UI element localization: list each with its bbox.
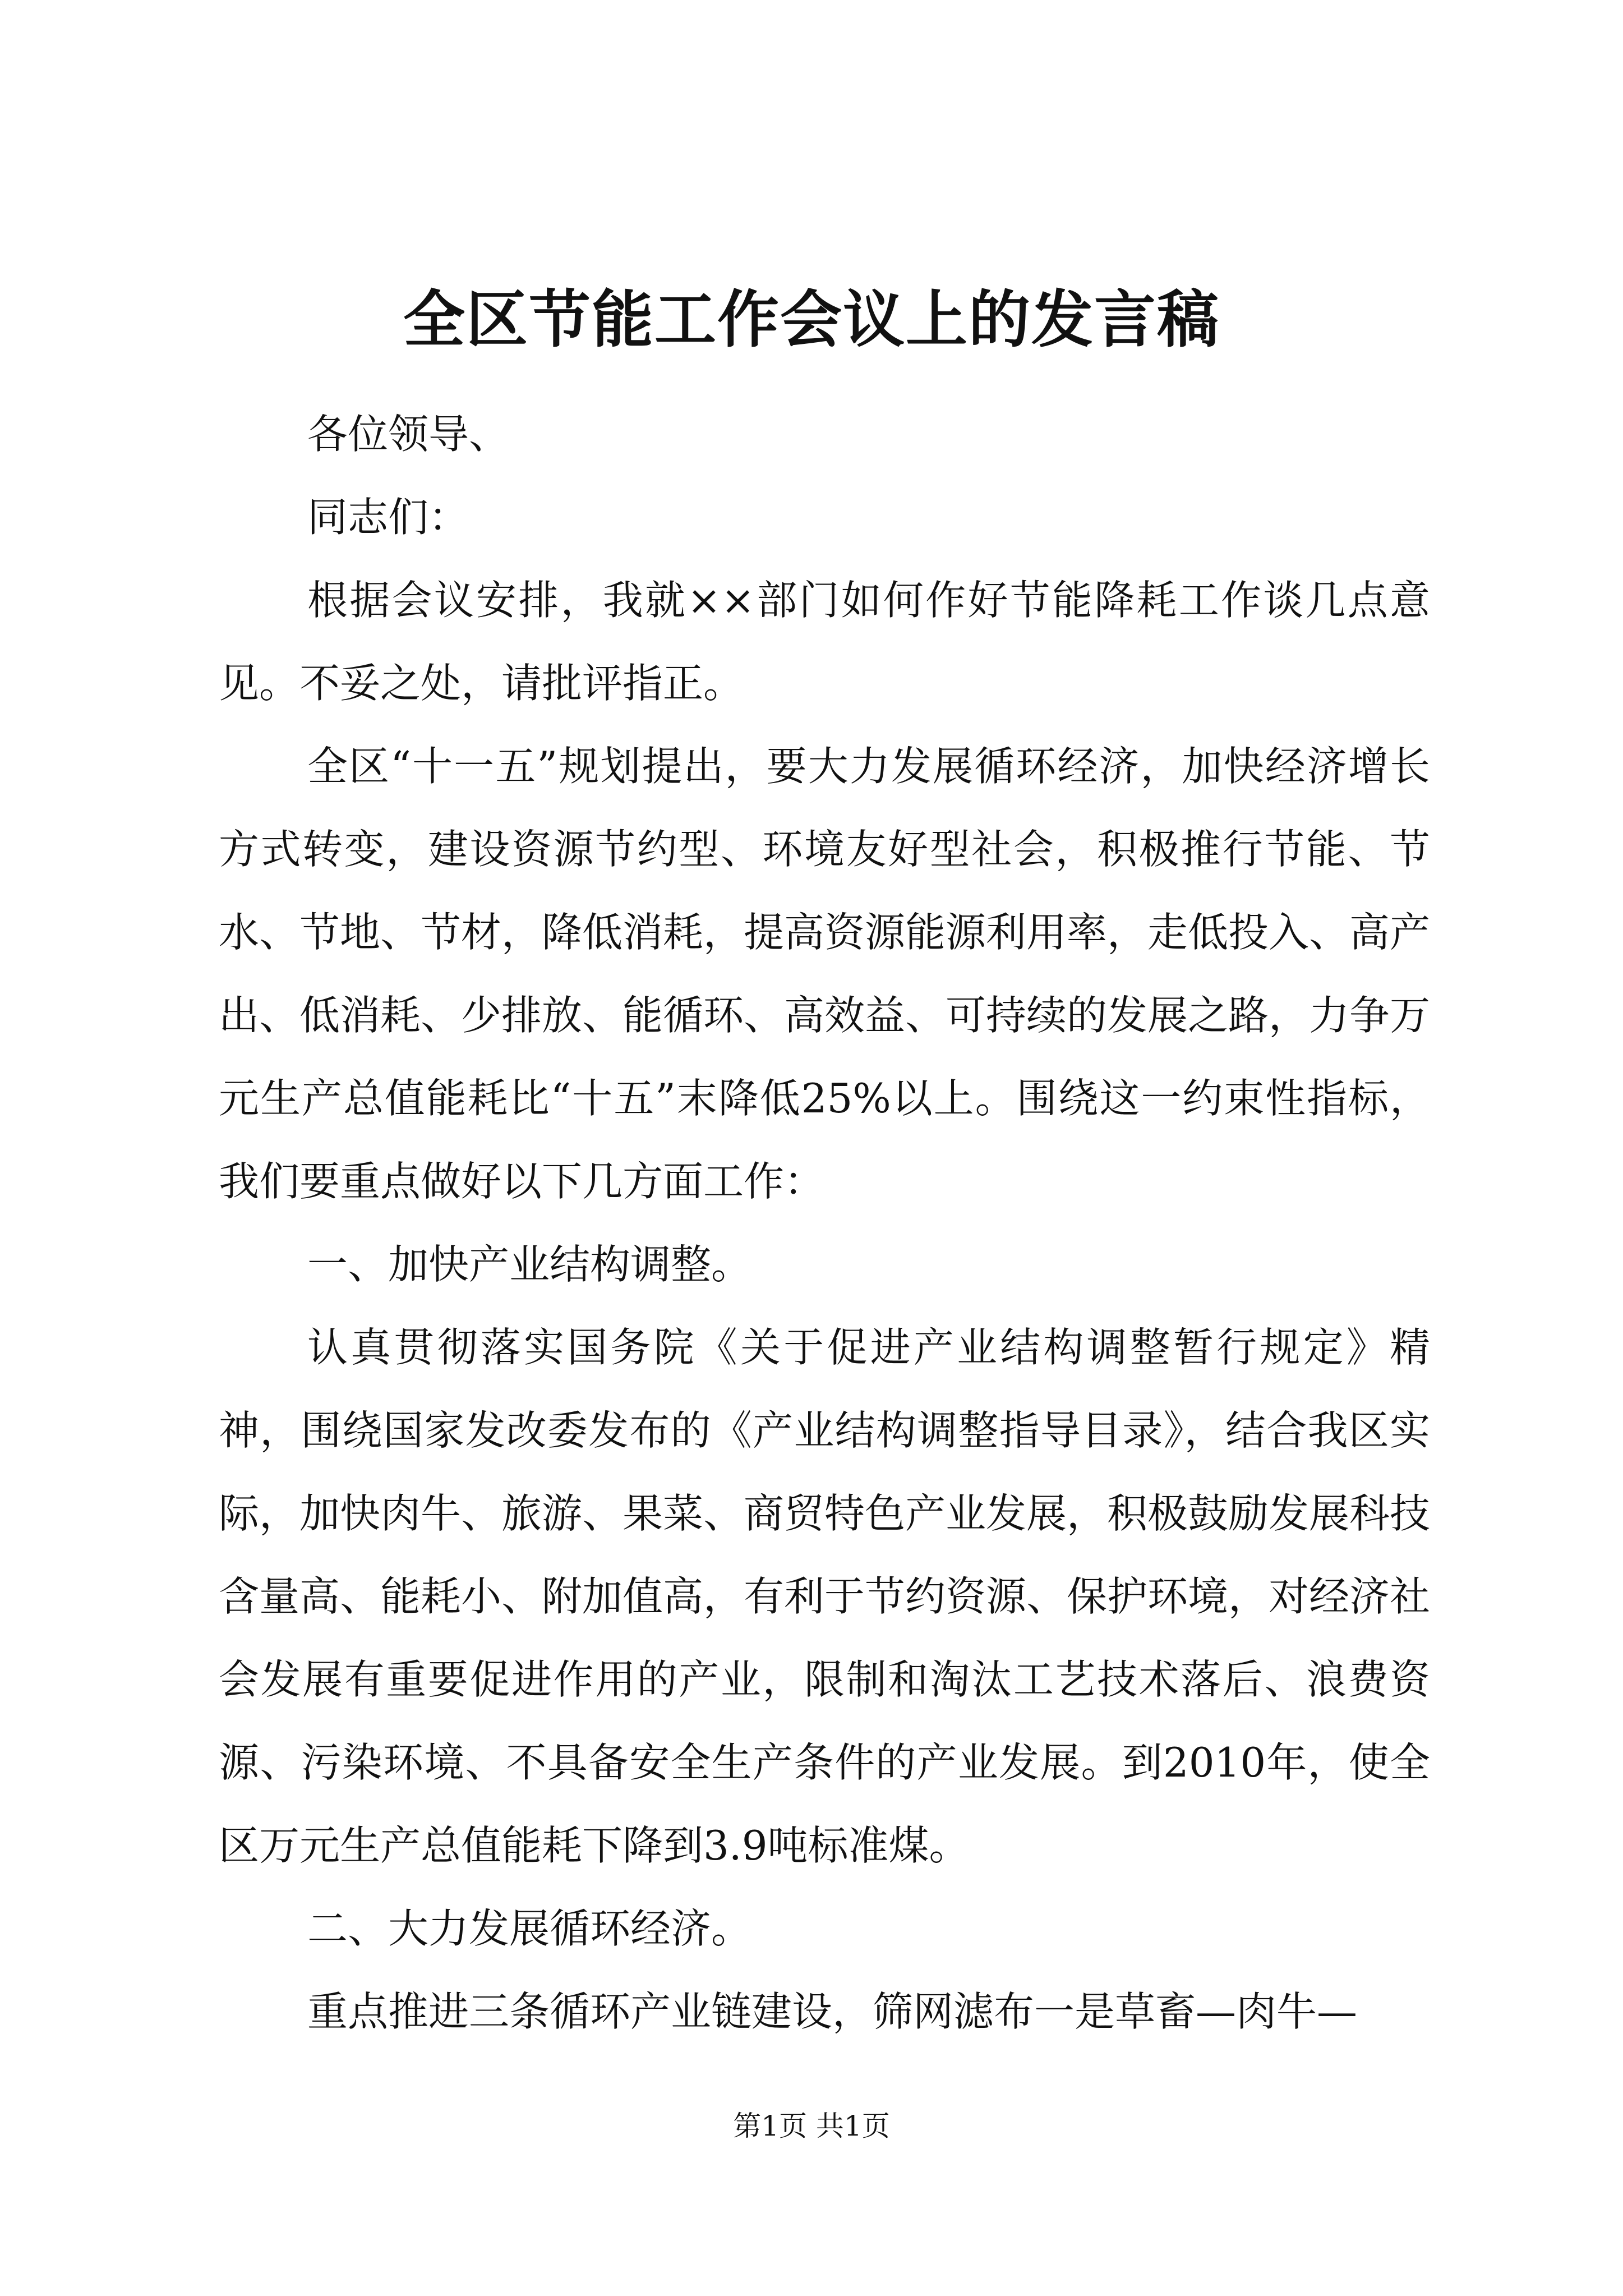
section-heading-2: 二、大力发展循环经济。 xyxy=(307,1905,752,1952)
paragraph-plan: 全区“十一五”规划提出，要大力发展循环经济，加快经济增长方式转变，建设资源节约型、环境友好型社会，积极推行节能、节水、节地、节材，降低消耗，提高资源能源利用率，走低投入、高产出、低消耗、少排放、能循环、高效益、可持续的发展之路，力争万元生产总值能耗比“十五”末降低25%以上。围绕这一约束性指标，我们要重点做好以下几方面工作： xyxy=(219,743,1431,1205)
document-title: 全区节能工作会议上的发言稿 xyxy=(403,283,1220,356)
salutation-line-1: 各位领导、 xyxy=(307,411,510,458)
salutation-line-2: 同志们： xyxy=(307,494,469,541)
page-footer: 第1页 共1页 xyxy=(733,2110,890,2142)
document-body xyxy=(219,393,1430,2053)
section-heading-1: 一、加快产业结构调整。 xyxy=(307,1241,752,1288)
paragraph-intro: 根据会议安排，我就××部门如何作好节能降耗工作谈几点意见。不妥之处，请批评指正。 xyxy=(219,577,1430,707)
paragraph-circular: 重点推进三条循环产业链建设，筛网滤布一是草畜—肉牛— xyxy=(307,1988,1358,2035)
paragraph-industry: 认真贯彻落实国务院《关于促进产业结构调整暂行规定》精神，围绕国家发改委发布的《产业结构调整指导目录》，结合我区实际，加快肉牛、旅游、果菜、商贸特色产业发展，积极鼓励发展科技含量高、能耗小、附加值高，有利于节约资源、保护环境，对经济社会发展有重要促进作用的产业，限制和淘汰工艺技术落后、浪费资源、污染环境、不具备安全生产条件的产业发展。到2010年，使全区万元生产总值能耗下降到3.9吨标准煤。 xyxy=(219,1324,1431,1869)
